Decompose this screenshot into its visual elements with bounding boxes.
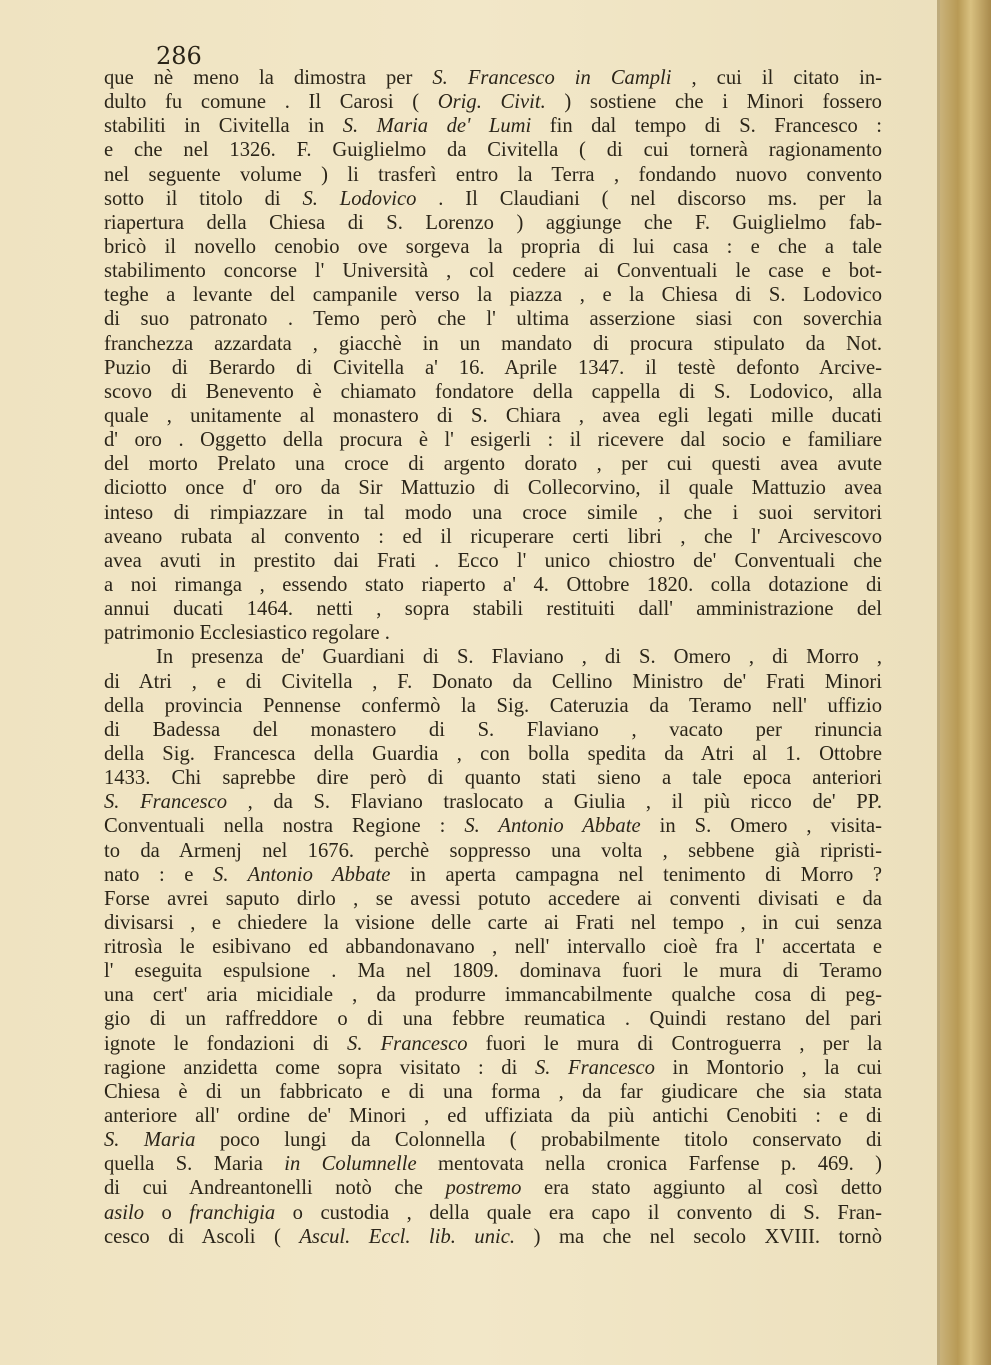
text-line: avea avuti in prestito dai Frati . Ecco l' unico chiostro de' Conventuali che	[104, 549, 882, 572]
text-line: annui ducati 1464. netti , sopra stabili restituiti dall' amministrazione del	[104, 598, 882, 621]
text-line: di cui Andreantonelli notò che postremo era stato aggiunto al così detto	[104, 1177, 882, 1200]
text-line: diciotto once d' oro da Sir Mattuzio di Collecorvino, il quale Mattuzio avea	[104, 477, 882, 500]
text-line: asilo o franchigia o custodia , della quale era capo il convento di S. Fran-	[104, 1201, 882, 1224]
text-line: nel seguente volume ) li trasferì entro la Terra , fondando nuovo convento	[104, 163, 882, 186]
text-line: d' oro . Oggetto della procura è l' esigerli : il ricevere dal socio e familiare	[104, 429, 882, 452]
text-line: e che nel 1326. F. Guiglielmo da Civitella ( di cui tornerà ragionamento	[104, 139, 882, 162]
text-line: S. Maria poco lungi da Colonnella ( probabilmente titolo conservato di	[104, 1129, 882, 1152]
text-line: Chiesa è di un fabbricato e di una forma , da far giudicare che sia stata	[104, 1080, 882, 1103]
text-line: teghe a levante del campanile verso la piazza , e la Chiesa di S. Lodovico	[104, 284, 882, 307]
text-line: sotto il titolo di S. Lodovico . Il Claudiani ( nel discorso ms. per la	[104, 187, 882, 210]
text-line: Conventuali nella nostra Regione : S. Antonio Abbate in S. Omero , visita-	[104, 815, 882, 838]
text-line: divisarsi , e chiedere la visione delle carte ai Frati nel tempo , in cui senza	[104, 911, 882, 934]
text-line: quale , unitamente al monastero di S. Chiara , avea egli legati mille ducati	[104, 404, 882, 427]
text-line: di suo patronato . Temo però che l' ultima asserzione siasi con soverchia	[104, 308, 882, 331]
text-line: Forse avrei saputo dirlo , se avessi potuto accedere ai conventi divisati e da	[104, 887, 882, 910]
text-line: quella S. Maria in Columnelle mentovata nella cronica Farfense p. 469. )	[104, 1153, 882, 1176]
book-spine-edge	[940, 0, 991, 1365]
text-line: franchezza azzardata , giacchè in un mandato di procura stipulato da Not.	[104, 332, 882, 355]
text-line: cesco di Ascoli ( Ascul. Eccl. lib. unic. ) ma che nel secolo XVIII. tornò	[104, 1225, 882, 1248]
text-line: Puzio di Berardo di Civitella a' 16. Aprile 1347. il testè defonto Arcive-	[104, 356, 882, 379]
text-line: del morto Prelato una croce di argento dorato , per cui questi avea avute	[104, 453, 882, 476]
text-line: riapertura della Chiesa di S. Lorenzo ) aggiunge che F. Guiglielmo fab-	[104, 211, 882, 234]
text-line: a noi rimanga , essendo stato riaperto a' 4. Ottobre 1820. colla dotazione di	[104, 573, 882, 596]
text-line: bricò il novello cenobio ove sorgeva la propria di lui casa : e che a tale	[104, 235, 882, 258]
text-line: nato : e S. Antonio Abbate in aperta campagna nel tenimento di Morro ?	[104, 863, 882, 886]
text-line: scovo di Benevento è chiamato fondatore della cappella di S. Lodovico, alla	[104, 380, 882, 403]
text-line: una cert' aria micidiale , da produrre immancabilmente qualche cosa di peg-	[104, 984, 882, 1007]
text-line: ragione anzidetta come sopra visitato : di S. Francesco in Montorio , la cui	[104, 1056, 882, 1079]
text-line: l' eseguita espulsione . Ma nel 1809. dominava fuori le mura di Teramo	[104, 960, 882, 983]
text-line: inteso di rimpiazzare in tal modo una croce simile , che i suoi servitori	[104, 501, 882, 524]
text-line: aveano rubata al convento : ed il ricuperare certi libri , che l' Arcivescovo	[104, 525, 882, 548]
text-line: to da Armenj nel 1676. perchè soppresso una volta , sebbene già ripristi-	[104, 839, 882, 862]
text-line: di Badessa del monastero di S. Flaviano , vacato per rinuncia	[104, 718, 882, 741]
text-line: di Atri , e di Civitella , F. Donato da Cellino Ministro de' Frati Minori	[104, 670, 882, 693]
text-line: gio di un raffreddore o di una febbre reumatica . Quindi restano del pari	[104, 1008, 882, 1031]
text-line: que nè meno la dimostra per S. Francesco in Campli , cui il citato in-	[104, 67, 882, 89]
text-line: stabiliti in Civitella in S. Maria de' Lumi fin dal tempo di S. Francesco :	[104, 115, 882, 138]
text-line: In presenza de' Guardiani di S. Flaviano , di S. Omero , di Morro ,	[156, 646, 882, 669]
text-line: della provincia Pennense confermò la Sig. Cateruzia da Teramo nell' uffizio	[104, 694, 882, 717]
text-line: ritrosìa le esibivano ed abbandonavano , nell' intervallo cioè fra l' accertata e	[104, 936, 882, 959]
text-line: stabilimento concorse l' Università , col cedere ai Conventuali le case e bot-	[104, 260, 882, 283]
text-line: patrimonio Ecclesiastico regolare .	[104, 622, 390, 645]
text-line: S. Francesco , da S. Flaviano traslocato a Giulia , il più ricco de' PP.	[104, 791, 882, 814]
text-line: anteriore all' ordine de' Minori , ed uffiziata da più antichi Cenobiti : e di	[104, 1105, 882, 1128]
text-line: ignote le fondazioni di S. Francesco fuori le mura di Controguerra , per la	[104, 1032, 882, 1055]
body-text	[104, 66, 882, 1249]
text-line: della Sig. Francesca della Guardia , con bolla spedita da Atri al 1. Ottobre	[104, 742, 882, 765]
text-line: 1433. Chi saprebbe dire però di quanto stati sieno a tale epoca anteriori	[104, 767, 882, 790]
text-line: dulto fu comune . Il Carosi ( Orig. Civit. ) sostiene che i Minori fossero	[104, 91, 882, 114]
page-number: 286	[156, 42, 202, 70]
